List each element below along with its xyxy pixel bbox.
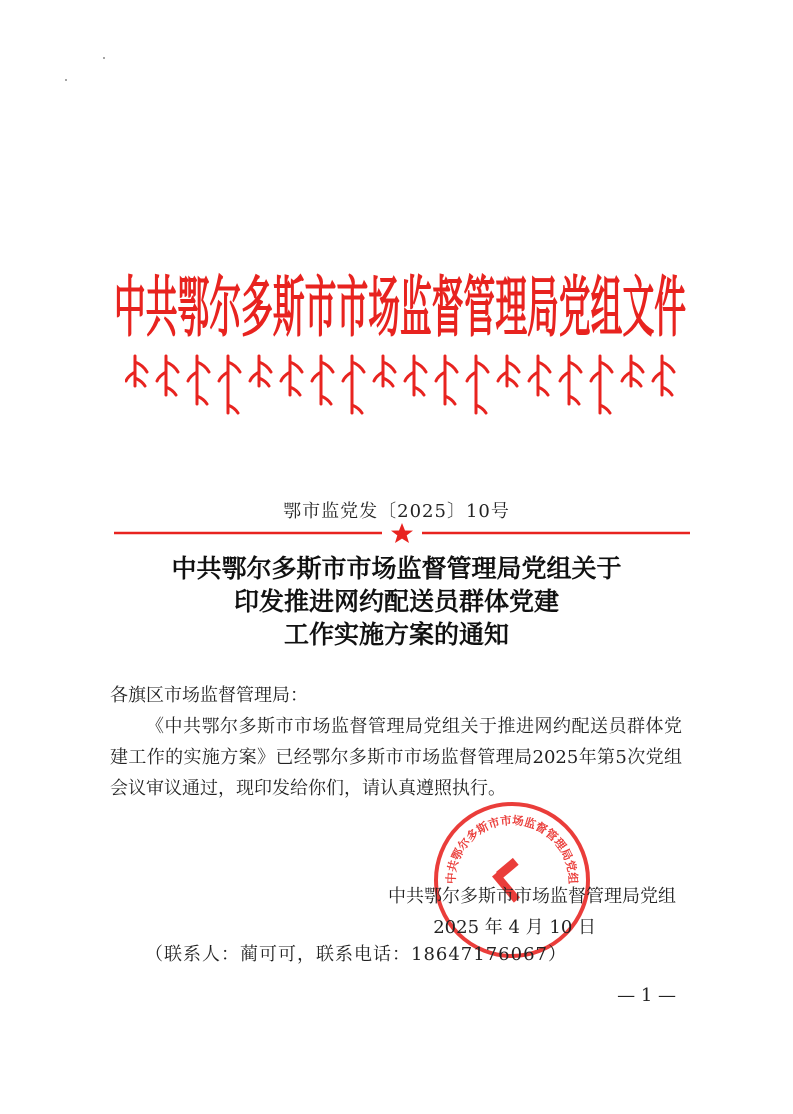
mongolian-glyph-stroke xyxy=(436,356,457,404)
mongolian-glyph-stroke xyxy=(126,356,147,386)
signature-block xyxy=(388,881,676,943)
title-line-3: 工作实施方案的通知 xyxy=(283,620,509,649)
mongolian-glyph-stroke xyxy=(467,356,488,413)
mongolian-glyph-stroke xyxy=(498,356,519,386)
salutation: 各旗区市场监督管理局： xyxy=(110,685,308,706)
title-line-2: 印发推进网约配送员群体党建 xyxy=(233,587,559,616)
mongolian-glyph-stroke xyxy=(188,356,209,404)
mongolian-glyph-stroke xyxy=(653,356,674,395)
mongolian-glyph-stroke xyxy=(219,356,240,413)
signature-org: 中共鄂尔多斯市市场监督管理局党组 xyxy=(388,886,676,907)
document-number: 鄂市监党发〔2025〕10号 xyxy=(283,501,510,522)
star-icon xyxy=(391,523,413,543)
page-number: — 1 — xyxy=(617,985,676,1006)
mongolian-glyph-stroke xyxy=(529,356,550,395)
signature-date: 2025 年 4 月 10 日 xyxy=(433,917,596,938)
title-line-1: 中共鄂尔多斯市市场监督管理局党组关于 xyxy=(171,554,622,583)
document-title xyxy=(0,552,793,651)
mongolian-glyph-stroke xyxy=(591,356,612,413)
mongolian-glyph-stroke xyxy=(343,356,364,413)
mongolian-glyph-stroke xyxy=(250,356,271,386)
scan-speck-marks xyxy=(60,52,120,92)
contact-info: （联系人：蔺可可，联系电话：18647176067） xyxy=(145,944,567,965)
mongolian-glyph-stroke xyxy=(405,356,426,395)
mongolian-glyph-stroke xyxy=(312,356,333,404)
svg-text:中共鄂尔多斯市市场监督管理局党组 xyxy=(444,813,580,885)
mongolian-glyph-stroke xyxy=(374,356,395,386)
mongolian-glyph-stroke xyxy=(622,356,643,386)
masthead-text: 中共鄂尔多斯市市场监督管理局党组文件 xyxy=(114,269,686,346)
body-paragraph: 《中共鄂尔多斯市市场监督管理局党组关于推进网约配送员群体党建工作的实施方案》已经鄂尔多斯市市场监督管理局2025年第5次党组会议审议通过，现印发给你们，请认真遵照执行。 xyxy=(110,716,682,799)
masthead-red-title xyxy=(110,268,690,348)
document-body xyxy=(110,680,682,804)
mongolian-glyph-stroke xyxy=(560,356,581,404)
red-divider-with-star xyxy=(114,523,690,543)
seal-ring-text: 中共鄂尔多斯市市场监督管理局党组 xyxy=(443,813,581,885)
mongolian-glyph-stroke xyxy=(157,356,178,395)
mongolian-glyph-stroke xyxy=(281,356,302,395)
mongolian-script-title xyxy=(125,352,685,420)
